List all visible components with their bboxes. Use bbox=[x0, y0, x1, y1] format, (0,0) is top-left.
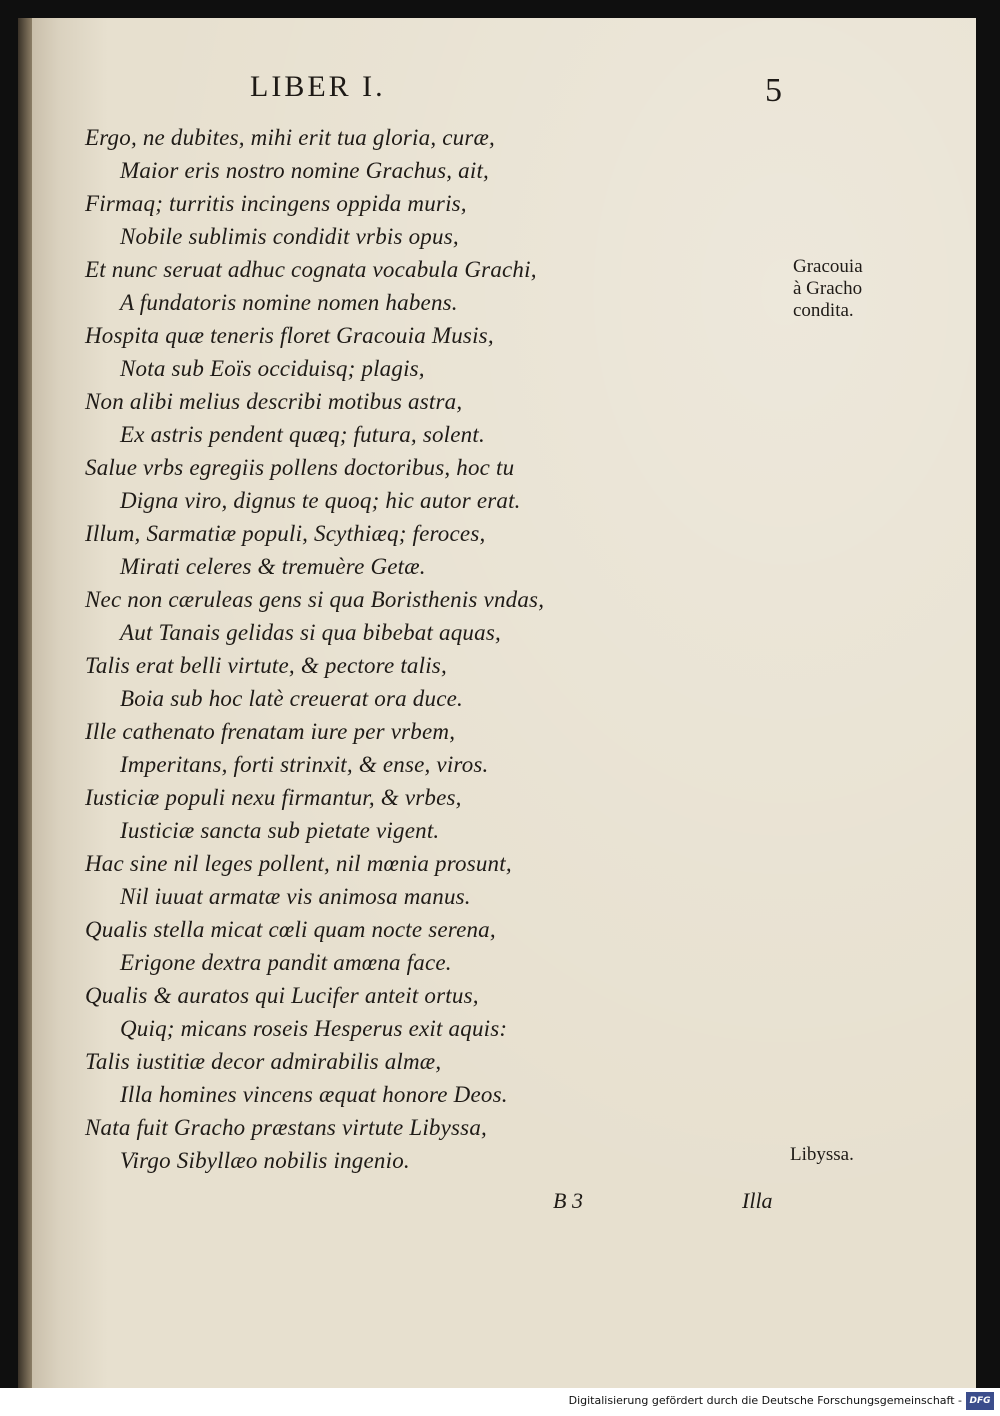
verse-line: Iusticiæ populi nexu firmantur, & vrbes, bbox=[85, 785, 462, 810]
verse-line: Imperitans, forti strinxit, & ense, viros. bbox=[120, 752, 489, 777]
verse-line: Maior eris nostro nomine Grachus, ait, bbox=[120, 158, 489, 183]
verse-line: Illa homines vincens æquat honore Deos. bbox=[120, 1082, 508, 1107]
marginal-note-line: Gracouia bbox=[793, 256, 863, 277]
catchword: Illa bbox=[742, 1188, 773, 1213]
verse-line: Talis erat belli virtute, & pectore talis, bbox=[85, 653, 447, 678]
marginal-note-gracouia bbox=[793, 256, 863, 322]
footer-bar bbox=[0, 1388, 1000, 1416]
verse-line: Hac sine nil leges pollent, nil mœnia prosunt, bbox=[85, 851, 512, 876]
verse-line: Ergo, ne dubites, mihi erit tua gloria, curæ, bbox=[85, 125, 495, 150]
verse-line: Talis iustitiæ decor admirabilis almæ, bbox=[85, 1049, 442, 1074]
verse-line: Nec non cæruleas gens si qua Boristhenis vndas, bbox=[85, 587, 545, 612]
verse-line: A fundatoris nomine nomen habens. bbox=[120, 290, 458, 315]
verse-line: Quiq; micans roseis Hesperus exit aquis: bbox=[120, 1016, 508, 1041]
page-binding-shadow bbox=[18, 18, 32, 1388]
verse-line: Mirati celeres & tremuère Getæ. bbox=[120, 554, 426, 579]
verse-line: Erigone dextra pandit amœna face. bbox=[120, 950, 452, 975]
verse-line: Non alibi melius describi motibus astra, bbox=[85, 389, 463, 414]
verse-line: Firmaq; turritis incingens oppida muris, bbox=[85, 191, 467, 216]
verse-line: Et nunc seruat adhuc cognata vocabula Grachi, bbox=[85, 257, 537, 282]
verse-line: Salue vrbs egregiis pollens doctoribus, hoc tu bbox=[85, 455, 515, 480]
verse-line: Ille cathenato frenatam iure per vrbem, bbox=[85, 719, 456, 744]
marginal-note-line: condita. bbox=[793, 300, 854, 321]
verse-line: Nata fuit Gracho præstans virtute Libyssa, bbox=[85, 1115, 487, 1140]
verse-line: Digna viro, dignus te quoq; hic autor erat. bbox=[120, 488, 521, 513]
verse-line: Ex astris pendent quæq; futura, solent. bbox=[120, 422, 485, 447]
running-header: LIBER I. bbox=[250, 70, 386, 103]
verse-line: Nota sub Eoïs occiduisq; plagis, bbox=[120, 356, 425, 381]
funding-note: Digitalisierung gefördert durch die Deutsche Forschungsgemeinschaft - bbox=[568, 1394, 962, 1407]
verse-line: Illum, Sarmatiæ populi, Scythiæq; feroces, bbox=[85, 521, 486, 546]
verse-line: Boia sub hoc latè creuerat ora duce. bbox=[120, 686, 463, 711]
signature-mark: B 3 bbox=[553, 1188, 583, 1213]
verse-line: Iusticiæ sancta sub pietate vigent. bbox=[120, 818, 440, 843]
verse-line: Hospita quæ teneris floret Gracouia Musis, bbox=[85, 323, 494, 348]
verse-line: Aut Tanais gelidas si qua bibebat aquas, bbox=[120, 620, 501, 645]
verse-line: Nobile sublimis condidit vrbis opus, bbox=[120, 224, 459, 249]
verse-line: Virgo Sibyllæo nobilis ingenio. bbox=[120, 1148, 410, 1173]
dfg-logo: DFG bbox=[966, 1392, 994, 1410]
page-number: 5 bbox=[765, 72, 782, 109]
marginal-note-line: à Gracho bbox=[793, 278, 863, 299]
verse-line: Qualis & auratos qui Lucifer anteit ortus, bbox=[85, 983, 479, 1008]
verse-line: Nil iuuat armatæ vis animosa manus. bbox=[120, 884, 471, 909]
verse-line: Qualis stella micat cœli quam nocte serena, bbox=[85, 917, 496, 942]
marginal-note-libyssa: Libyssa. bbox=[790, 1144, 854, 1165]
